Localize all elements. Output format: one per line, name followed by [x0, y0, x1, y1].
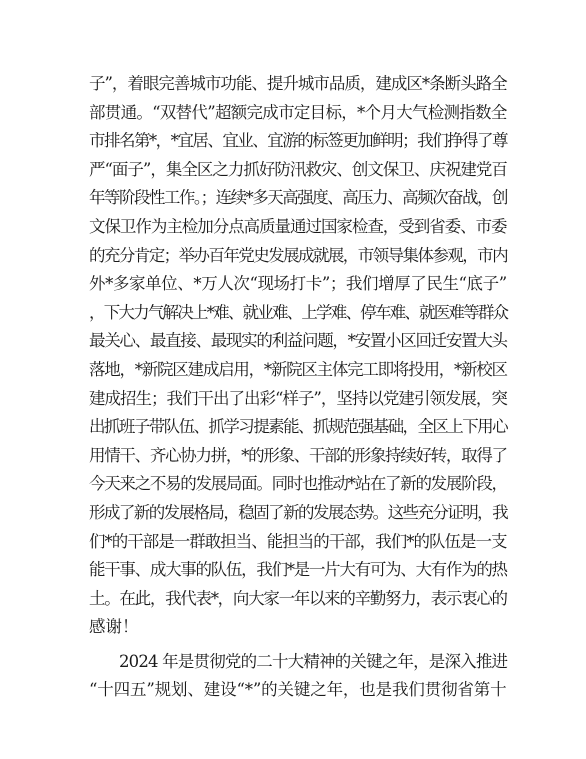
text-line: 能干事、成大事的队伍，我们*是一片大有可为、大有作为的热	[89, 560, 507, 580]
text-line: “十四五”规划、建设“*”的关键之年，也是我们贯彻省第十	[89, 680, 507, 700]
text-line: 们*的干部是一群敢担当、能担当的干部，我们*的队伍是一支	[89, 531, 507, 551]
body-text	[89, 70, 507, 705]
text-line: 年等阶段性工作。；连续*多天高强度、高压力、高频次奋战，创	[89, 188, 508, 208]
text-line: 市排名第*，*宜居、宜业、宜游的标签更加鲜明；我们挣得了尊	[89, 131, 508, 151]
text-line: 今天来之不易的发展局面。同时也推动*站在了新的发展阶段，	[89, 474, 507, 494]
text-line: ，下大力气解决上*难、就业难、上学难、停车难、就医难等群众	[89, 302, 508, 322]
text-line: 感谢！	[89, 617, 139, 637]
text-line: 土。在此，我代表*，向大家一年以来的辛勤努力，表示衷心的	[89, 588, 507, 608]
text-line: 落地，*新院区建成启用，*新院区主体完工即将投用，*新校区	[89, 359, 507, 379]
text-line: 部贯通。“双替代”超额完成市定目标，*个月大气检测指数全	[89, 102, 507, 122]
text-line: 形成了新的发展格局，稳固了新的发展态势。这些充分证明，我	[89, 502, 508, 522]
text-line: 最关心、最直接、最现实的利益问题，*安置小区回迁安置大头	[89, 331, 507, 351]
text-line: 建成招生；我们干出了出彩“样子”，坚持以党建引领发展，突	[89, 388, 507, 408]
text-line: 的充分肯定；举办百年党史发展成就展，市领导集体参观，市内	[89, 245, 508, 265]
paragraph-2	[89, 648, 507, 705]
text-line: 用情干、齐心协力拼，*的形象、干部的形象持续好转，取得了	[89, 445, 507, 465]
paragraph-1	[89, 70, 507, 642]
text-line: 外*多家单位、*万人次“现场打卡”；我们增厚了民生“底子”	[89, 274, 507, 294]
text-line: 文保卫作为主检加分点高质量通过国家检查，受到省委、市委	[89, 216, 507, 236]
text-line: 出抓班子带队伍、抓学习提素能、抓规范强基础，全区上下用心	[89, 417, 508, 437]
text-line: 子”，着眼完善城市功能、提升城市品质，建成区*条断头路全	[89, 74, 507, 93]
text-line: 严“面子”，集全区之力抓好防汛救灾、创文保卫、庆祝建党百	[89, 159, 507, 179]
text-line: 2024 年是贯彻党的二十大精神的关键之年，是深入推进	[119, 651, 508, 671]
